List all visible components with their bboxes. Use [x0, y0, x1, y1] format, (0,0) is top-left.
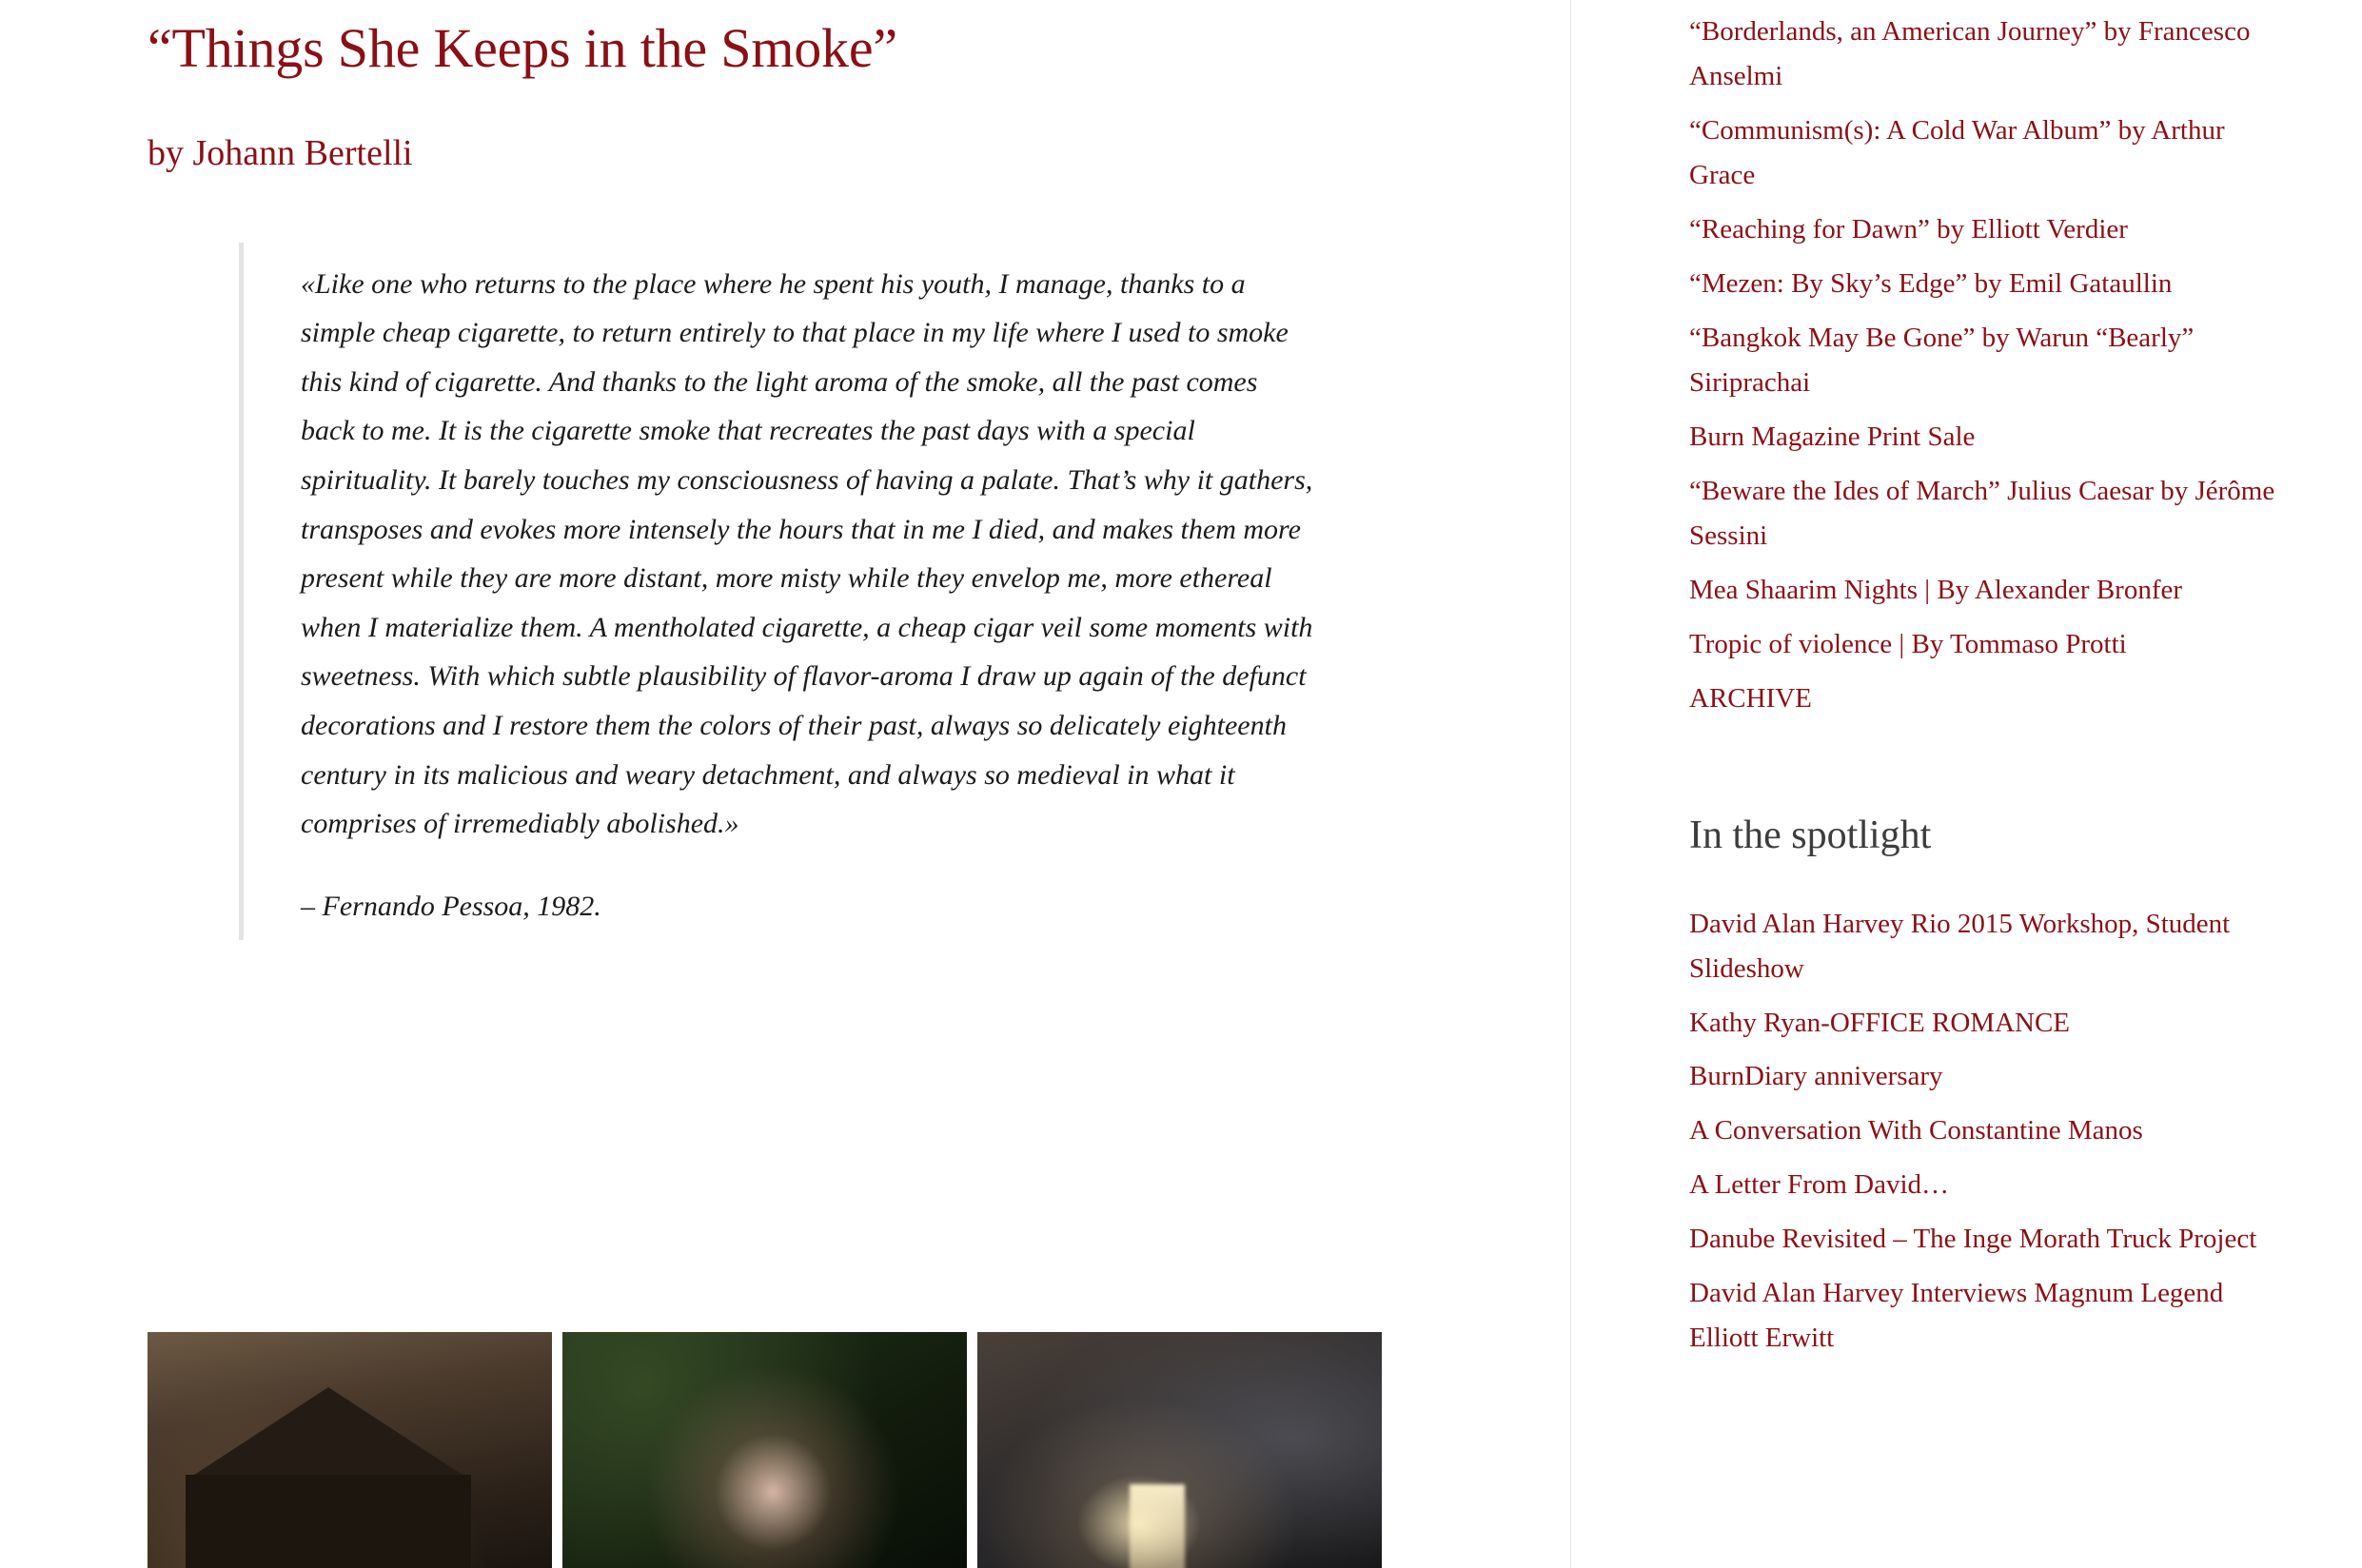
spotlight-item-letter-from-david[interactable]: A Letter From David… — [1689, 1169, 1950, 1201]
pull-quote-attribution: – Fernando Pessoa, 1982. — [301, 890, 601, 922]
spotlight-item-rio-workshop[interactable]: David Alan Harvey Rio 2015 Workshop, Student Slideshow — [1689, 908, 2231, 984]
pull-quote — [239, 243, 1314, 940]
spotlight-item-constantine-manos[interactable]: A Conversation With Constantine Manos — [1689, 1115, 2143, 1147]
sidebar-item-print-sale[interactable]: Burn Magazine Print Sale — [1689, 421, 1976, 452]
sidebar-item-archive[interactable]: ARCHIVE — [1689, 682, 1812, 714]
sidebar-item-mea-shaarim[interactable]: Mea Shaarim Nights | By Alexander Bronfer — [1689, 574, 2183, 605]
sidebar-spotlight-list — [1689, 902, 2295, 1362]
sidebar-item-bangkok[interactable]: “Bangkok May Be Gone” by Warun “Bearly” Siriprachai — [1689, 322, 2195, 398]
spotlight-heading: In the spotlight — [1689, 813, 1932, 857]
sidebar-clipped-row — [1689, 0, 2295, 10]
spotlight-item-elliott-erwitt[interactable]: David Alan Harvey Interviews Magnum Legend Elliott Erwitt — [1689, 1278, 2224, 1354]
sidebar-item-communisms[interactable]: “Communism(s): A Cold War Album” by Arthur Grace — [1689, 114, 2225, 190]
spotlight-item-burndiary[interactable]: BurnDiary anniversary — [1689, 1061, 1943, 1092]
pull-quote-text: «Like one who returns to the place where he spent his youth, I manage, thanks to a simple cheap cigarette, to return entirely to that place in my life where I used to smoke this kind of cigarette. And thanks to the light aroma of the smoke, all the past comes back to me. It is the cigarette smoke that recreates the past days with a special spirituality. It barely touches my consciousness of having a palate. That’s why it gathers, transposes and evokes more intensely the hours that in me I died, and makes them more present while they are more distant, more misty while they envelop me, more ethereal when I materialize them. A mentholated cigarette, a cheap cigar veil some moments with sweetness. With which subtle plausibility of flavor-aroma I draw up again of the defunct decorations and I restore them the colors of their past, always so delicately eighteenth century in its malicious and weary detachment, and always so medieval in what it comprises of irremediably abolished.» — [301, 267, 1313, 840]
spotlight-item-danube-revisited[interactable]: Danube Revisited – The Inge Morath Truck Project — [1689, 1224, 2257, 1255]
sidebar-item-ides-of-march[interactable]: “Beware the Ides of March” Julius Caesar by Jérôme Sessini — [1689, 475, 2275, 551]
photo-gallery — [148, 1332, 1382, 1568]
page-title: “Things She Keeps in the Smoke” — [148, 17, 897, 79]
spotlight-item-office-romance[interactable]: Kathy Ryan-OFFICE ROMANCE — [1689, 1007, 2071, 1038]
gallery-image-rooftop-at-dusk[interactable] — [148, 1332, 552, 1568]
sidebar-recent-list — [1689, 10, 2295, 721]
sidebar-item-borderlands[interactable]: “Borderlands, an American Journey” by Francesco Anselmi — [1689, 16, 2251, 91]
sidebar-item-tropic-of-violence[interactable]: Tropic of violence | By Tommaso Protti — [1689, 628, 2127, 659]
gallery-image-lit-doorway-in-smoke[interactable] — [977, 1332, 1382, 1568]
sidebar-item-mezen[interactable]: “Mezen: By Sky’s Edge” by Emil Gataullin — [1689, 267, 2173, 299]
sidebar-item-reaching-for-dawn[interactable]: “Reaching for Dawn” by Elliott Verdier — [1689, 213, 2128, 245]
gallery-image-hands-reaching-in-foliage[interactable] — [562, 1332, 967, 1568]
article-byline: by Johann Bertelli — [148, 132, 413, 173]
sidebar — [1570, 0, 2362, 1568]
